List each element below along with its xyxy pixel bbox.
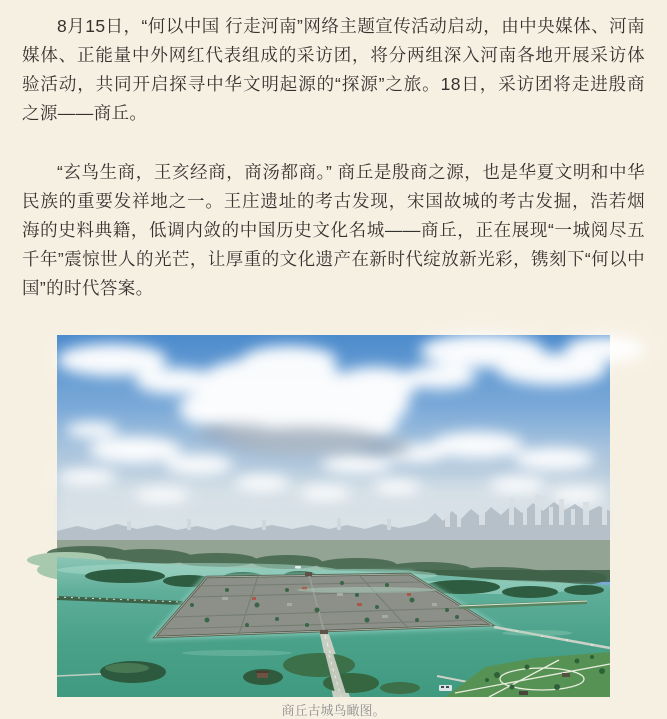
- paragraph-shangqiu: “玄鸟生商，王亥经商，商汤都商。” 商丘是殷商之源，也是华夏文明和中华民族的重要发祥地之一。王庄遗址的考古发现，宋国故城的考古发掘，浩若烟海的史料典籍，低调内敛的中国历史文化名城——商丘，正在展现“一城阅尽五千年”震惊世人的光芒，让厚重的文化遗产在新时代绽放新光彩，镌刻下“何以中国”的时代答案。: [22, 162, 645, 298]
- paragraph-intro: 8月15日，“何以中国 行走河南”网络主题宣传活动启动，由中央媒体、河南媒体、正能量中外网红代表组成的采访团，将分两组深入河南各地开展采访体验活动，共同开启探寻中华文明起源的“探源”之旅。18日，采访团将走进殷商之源——商丘。: [22, 16, 645, 123]
- aerial-photo-illustration: [57, 335, 610, 697]
- photo-figure: [57, 335, 610, 719]
- aerial-photo-shangqiu-ancient-city: [57, 335, 610, 697]
- photo-caption: 商丘古城鸟瞰图。: [281, 703, 386, 718]
